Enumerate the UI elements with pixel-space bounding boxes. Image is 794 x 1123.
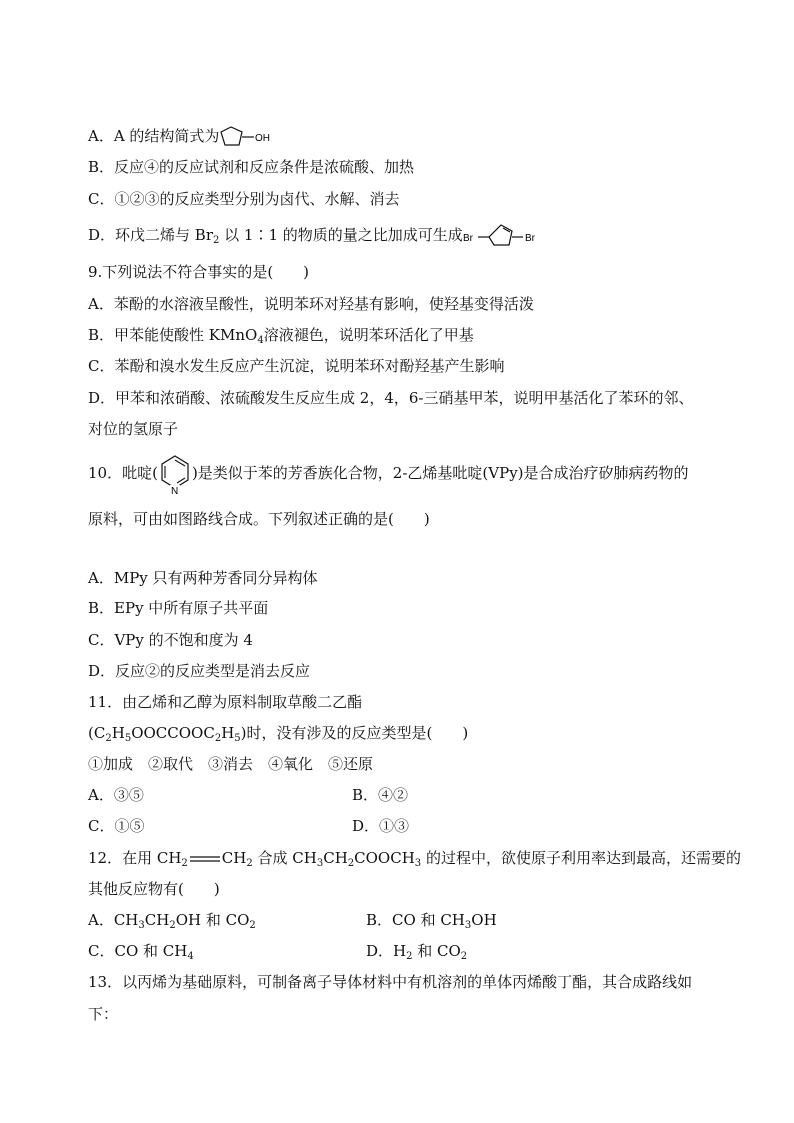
q12-option-b — [366, 910, 497, 930]
q11-stem-line1: 11．由乙烯和乙醇为原料制取草酸二乙酯 — [88, 693, 363, 711]
q12-b-1: B．CO 和 CH — [366, 911, 465, 929]
q9-option-a: A．苯酚的水溶液呈酸性，说明苯环对羟基有影响，使羟基变得活泼 — [88, 295, 534, 313]
q12-f3: CH — [221, 849, 247, 867]
q10-option-c: C．VPy 的不饱和度为 4 — [88, 631, 253, 649]
pyridine-n-label: N — [170, 486, 179, 495]
q12-c-1: C．CO 和 CH — [88, 942, 188, 960]
q11-stem-line2 — [88, 723, 468, 743]
q11-option-d: D．①③ — [352, 817, 410, 835]
q12-option-d — [366, 941, 467, 961]
q10-stem-pre: 10．吡啶( — [88, 464, 158, 482]
q9-b-sub: 4 — [257, 335, 264, 346]
q8-d-text-1: D．环戊二烯与 Br — [88, 226, 213, 244]
q11-f1: (C — [88, 724, 106, 742]
q12-stem-line2: 其他反应物有( ) — [88, 880, 220, 898]
q11-f9: )时，没有涉及的反应类型是( ) — [240, 724, 469, 742]
q12-d-3: 和 CO — [412, 942, 461, 960]
q12-option-a — [88, 910, 256, 930]
q12-a-5: OH 和 CO — [175, 911, 250, 929]
q9-option-b — [88, 325, 474, 345]
q12-f8: 2 — [347, 858, 355, 869]
q10-option-a: A．MPy 只有两种芳香同分异构体 — [88, 569, 318, 587]
q11-f8: 5 — [234, 733, 241, 744]
q10-option-b: B．EPy 中所有原子共平面 — [88, 599, 269, 617]
q12-b-3: OH — [471, 911, 497, 929]
q12-f1: 12．在用 CH — [88, 849, 182, 867]
q11-reaction-types: ①加成 ②取代 ③消去 ④氧化 ⑤还原 — [88, 755, 374, 773]
q10-stem-line2: 原料，可由如图路线合成。下列叙述正确的是( ) — [88, 510, 430, 528]
q12-f9: COOCH — [354, 849, 415, 867]
q8-d-text-2: 以 1∶1 的物质的量之比加成可生成 — [219, 226, 463, 244]
dibromocyclopentene-structure — [463, 222, 545, 250]
q12-c-2: 4 — [187, 951, 194, 962]
q9-b-text-2: 溶液褪色，说明苯环活化了甲基 — [263, 326, 474, 344]
q11-f2: 2 — [105, 733, 112, 744]
pyridine-structure — [158, 453, 192, 495]
q12-f4: 2 — [246, 858, 253, 869]
q11-f4: 5 — [124, 733, 132, 744]
q9-option-c: C．苯酚和溴水发生反应产生沉淀，说明苯环对酚羟基产生影响 — [88, 357, 505, 375]
q8-option-d — [88, 222, 545, 250]
oh-label: OH — [255, 133, 271, 144]
q11-option-a: A．③⑤ — [88, 786, 144, 804]
q12-a-2: 3 — [138, 920, 145, 931]
q12-b-2: 3 — [464, 920, 472, 931]
q11-f7: H — [221, 724, 235, 742]
q12-f11: 的过程中，欲使原子利用率达到最高，还需要的 — [421, 849, 741, 867]
q12-d-4: 2 — [460, 951, 468, 962]
q12-a-4: 2 — [169, 920, 176, 931]
q12-f5: 合成 CH — [252, 849, 317, 867]
q9-option-d-line1: D．甲苯和浓硝酸、浓硫酸发生反应生成 2，4，6-三硝基甲苯，说明甲基活化了苯环的邻、 — [88, 389, 694, 407]
q8-option-c: C．①②③的反应类型分别为卤代、水解、消去 — [88, 190, 400, 208]
q12-f10: 3 — [414, 858, 422, 869]
q9-option-d-line2: 对位的氢原子 — [88, 420, 179, 438]
q12-f6: 3 — [316, 858, 324, 869]
q11-option-b: B．④② — [352, 786, 409, 804]
q12-d-2: 2 — [406, 951, 413, 962]
q8-option-b: B．反应④的反应试剂和反应条件是浓硫酸、加热 — [88, 158, 415, 176]
q8-d-sub: 2 — [213, 235, 220, 246]
q8-option-a-text: A．A 的结构简式为 — [88, 127, 220, 145]
br-label-right: Br — [524, 233, 535, 244]
q12-stem-line1 — [88, 848, 741, 868]
br-label-left: Br — [462, 233, 473, 244]
q8-option-a — [88, 124, 277, 150]
q10-stem-line1 — [88, 453, 689, 495]
q12-f2: 2 — [181, 858, 188, 869]
q12-option-c — [88, 941, 194, 961]
q10-stem-post: )是类似于苯的芳香族化合物，2-乙烯基吡啶(VPy)是合成治疗矽肺病药物的 — [191, 464, 689, 482]
q11-f6: 2 — [214, 733, 222, 744]
q12-d-1: D．H — [366, 942, 407, 960]
q11-f3: H — [111, 724, 125, 742]
cyclopentanol-structure — [219, 124, 277, 150]
q12-a-3: CH — [144, 911, 170, 929]
q13-stem-line1: 13．以丙烯为基础原料，可制备离子导体材料中有机溶剂的单体丙烯酸丁酯，其合成路线如 — [88, 973, 693, 991]
q11-f5: OOCCOOC — [131, 724, 215, 742]
q11-option-c: C．①⑤ — [88, 817, 145, 835]
q9-b-text-1: B．甲苯能使酸性 KMnO — [88, 326, 258, 344]
q12-a-1: A．CH — [88, 911, 139, 929]
q12-f7: CH — [323, 849, 348, 867]
q10-option-d: D．反应②的反应类型是消去反应 — [88, 662, 311, 680]
double-bond-symbol — [188, 853, 222, 865]
q12-a-6: 2 — [249, 920, 256, 931]
q9-stem: 9.下列说法不符合事实的是( ) — [88, 263, 310, 281]
q13-stem-line2: 下： — [88, 1005, 119, 1023]
